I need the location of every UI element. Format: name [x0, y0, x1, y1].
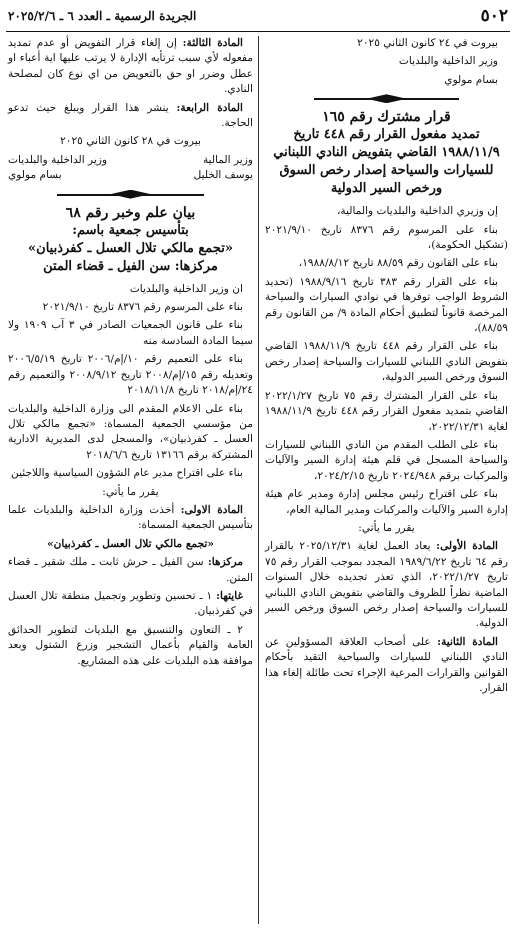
signatory-title: وزير الداخلية والبلديات [8, 153, 108, 166]
notice-subtitle: بتأسيس جمعية باسم: [72, 222, 189, 238]
signatory-title: وزير المالية [202, 153, 253, 166]
signoff-date: بيروت في ٢٤ كانون الثاني ٢٠٢٥ [357, 37, 498, 49]
signatory-names [8, 168, 253, 183]
decision-subtitle: تمديد مفعول القرار رقم ٤٤٨ تاريخ ١٩٨٨/١١/٩ القاضي بتفويض النادي اللبناني للسيارات والسياحة إصدار رخص السوق ورخص السير الدولية [273, 127, 500, 197]
article-text: أخذت وزارة الداخلية والبلديات علما بتأسيس الجمعية المسماة: [8, 503, 253, 532]
signatory-titles [8, 153, 253, 168]
sign-date: بيروت في ٢٨ كانون الثاني ٢٠٢٥ [60, 135, 201, 148]
signatory-name: يوسف الخليل [193, 169, 253, 182]
signoff-title: وزير الداخلية والبلديات [398, 55, 498, 68]
paragraph: بناء على المرسوم رقم ٨٣٧٦ تاريخ ٢٠٢١/٩/١٠ [42, 301, 243, 314]
left-column [8, 36, 253, 672]
paragraph: بناء على اقتراح مدير عام الشؤون السياسية واللاجئين [11, 467, 243, 480]
paragraph: بناء على القانون رقم ٨٨/٥٩ تاريخ ١٩٨٨/٨/١٢، [298, 257, 498, 270]
article-4 [8, 101, 253, 132]
article-text: على أصحاب العلاقة المسؤولين عن النادي اللبناني للسيارات والسياحية التقيد بأحكام القوانين والقرارات المرعية الإجراء تحت طائلة إلغاء هذا القرار. [265, 635, 508, 694]
signatory-name: بسام مولوي [8, 169, 62, 182]
page-header [6, 6, 510, 30]
header-rule [6, 31, 510, 32]
signoff-name: بسام مولوي [444, 73, 498, 86]
column-divider [258, 36, 259, 924]
association-name: «تجمع مالكي تلال العسل ـ كفرذبيان» [47, 537, 214, 550]
paragraph: بناء على القرار المشترك رقم ٧٥ تاريخ ٢٠٢٢/١/٢٧ القاضي بتمديد مفعول القرار رقم ٤٤٨ تاريخ ١٩٨٨/١١/٩ لغاية ٢٠٢٢/١٢/٣١، [265, 389, 508, 433]
paragraph: ان وزير الداخلية والبلديات [129, 282, 243, 295]
paragraph: بناء على التعميم رقم ١٠/إم/٢٠٠٦ تاريخ ٢٠٠٦/٥/١٩ وتعديله رقم ١٥/إم/٢٠٠٨ تاريخ ٢٠٠٨/٩/١٢ والتعميم رقم ٢٤/إم/٢٠١٨ تاريخ ٢٠١٨/١١/٨ [8, 353, 253, 397]
aims-label: غايتها: [216, 589, 244, 602]
article-label: المادة الأولى: [436, 540, 498, 553]
hq-label: مركزها: [207, 556, 243, 569]
article-label: المادة الاولى: [180, 503, 243, 516]
aims-item: ١ ـ تحسين وتطوير وتجميل منطقة تلال العسل في كفرذبيان. [8, 589, 253, 618]
paragraph: بناء على الاعلام المقدم الى وزارة الداخلية والبلديات من مؤسسي الجمعية المسماة: «تجمع مالكي تلال العسل ـ كفرذبيان»، والمسجل لدى المديرية الادارية المشتركة برقم ١٣١٦٦ تاريخ ٢٠١٨/٦/٦ [8, 402, 253, 461]
aims-item: ٢ ـ التعاون والتنسيق مع البلديات لتطوير الحدائق العامة والقيام بأعمال التشجير وزرع الشتول وبعد موافقة هذه البلديات على هذه المشاريع. [8, 623, 253, 667]
headquarters [8, 555, 253, 586]
article-2 [265, 635, 508, 697]
decision-title: قرار مشترك رقم ١٦٥ [322, 109, 451, 126]
article-text: يعاد العمل لغاية ٢٠٢٥/١٢/٣١ بالقرار رقم ٦٤ تاريخ ١٩٨٩/٦/٢٢ المجدد بموجب القرار رقم ٧٥ تاريخ ٢٠٢٢/١/٢٧، الذي تعذر تجديده خلال السنوات الماضية نظراً للظروف والقاضي بتفويض النادي اللبناني للسيارات والسياحة إصدار رخص السوق ورخص السير الدولية. [265, 540, 508, 630]
paragraph: بناء على المرسوم رقم ٨٣٧٦ تاريخ ٢٠٢١/٩/١٠ (تشكيل الحكومة)، [265, 223, 508, 252]
hq-text: سن الفيل ـ حرش ثابت ـ ملك شقير ـ قضاء المتن. [8, 556, 253, 584]
section-divider [265, 94, 508, 103]
paragraph: إن وزيري الداخلية والبلديات والمالية، [337, 205, 498, 218]
decides-line: يقرر ما يأتي: [102, 485, 159, 498]
decides-line: يقرر ما يأتي: [358, 521, 415, 534]
aims [8, 589, 253, 620]
paragraph: بناء على قانون الجمعيات الصادر في ٣ آب ١٩٠٩ ولا سيما المادة السادسة منه [8, 319, 253, 347]
paragraph: بناء على القرار رقم ٣٨٣ تاريخ ١٩٨٨/٩/١٦ (تحديد الشروط الواجب توفرها في نوادي السيارات والسياحة المرخصة قانوناً لتطبيق أحكام المادة ٩/ من القانون رقم ٨٨/٥٩)، [265, 275, 508, 335]
notice-association-name: «تجمع مالكي تلال العسل ـ كفرذبيان» [28, 240, 233, 256]
article-text: إن إلغاء قرار التفويض أو عدم تمديد مفعوله لأي سبب ترتأيه الإدارة لا يرتب عليها اية أعباء او عطل وضرر او حق بالتعويض من اي نوع كان لمصلحة النادي. [8, 37, 253, 96]
article-1 [8, 503, 253, 534]
paragraph: بناء على القرار رقم ٤٤٨ تاريخ ١٩٨٨/١١/٩ القاضي بتفويض النادي اللبناني للسيارات والسياحة إصدار رخص السوق ورخص السير الدولية، [265, 340, 508, 384]
notice-title: بيان علم وخبر رقم ٦٨ [65, 204, 196, 221]
paragraph: بناء على الطلب المقدم من النادي اللبناني للسيارات والسياحة المسجل في قلم هيئة إدارة السير والآليات والمركبات برقم ٢٠٢٤/٩٤٨ تاريخ ٢٠٢٤/٢/١٥، [265, 438, 508, 482]
article-text: ينشر هذا القرار ويبلغ حيث تدعو الحاجة. [8, 101, 253, 130]
article-3 [8, 36, 253, 98]
right-column [265, 36, 508, 699]
page-number: ٥٠٢ [480, 6, 508, 26]
journal-issue-line: الجريدة الرسمية ـ العدد ٦ ـ ٢٠٢٥/٢/٦ [8, 9, 197, 23]
article-label: المادة الثانية: [437, 635, 499, 648]
article-label: المادة الرابعة: [176, 101, 243, 114]
article-1 [265, 539, 508, 631]
notice-headquarters: مركزها: سن الفيل ـ قضاء المتن [43, 258, 218, 274]
paragraph: بناء على اقتراح رئيس مجلس إدارة ومدير عام هيئة إدارة السير والآليات والمركبات ومدير المالية العام، [265, 488, 508, 516]
article-label: المادة الثالثة: [182, 37, 243, 49]
section-divider [8, 190, 253, 199]
